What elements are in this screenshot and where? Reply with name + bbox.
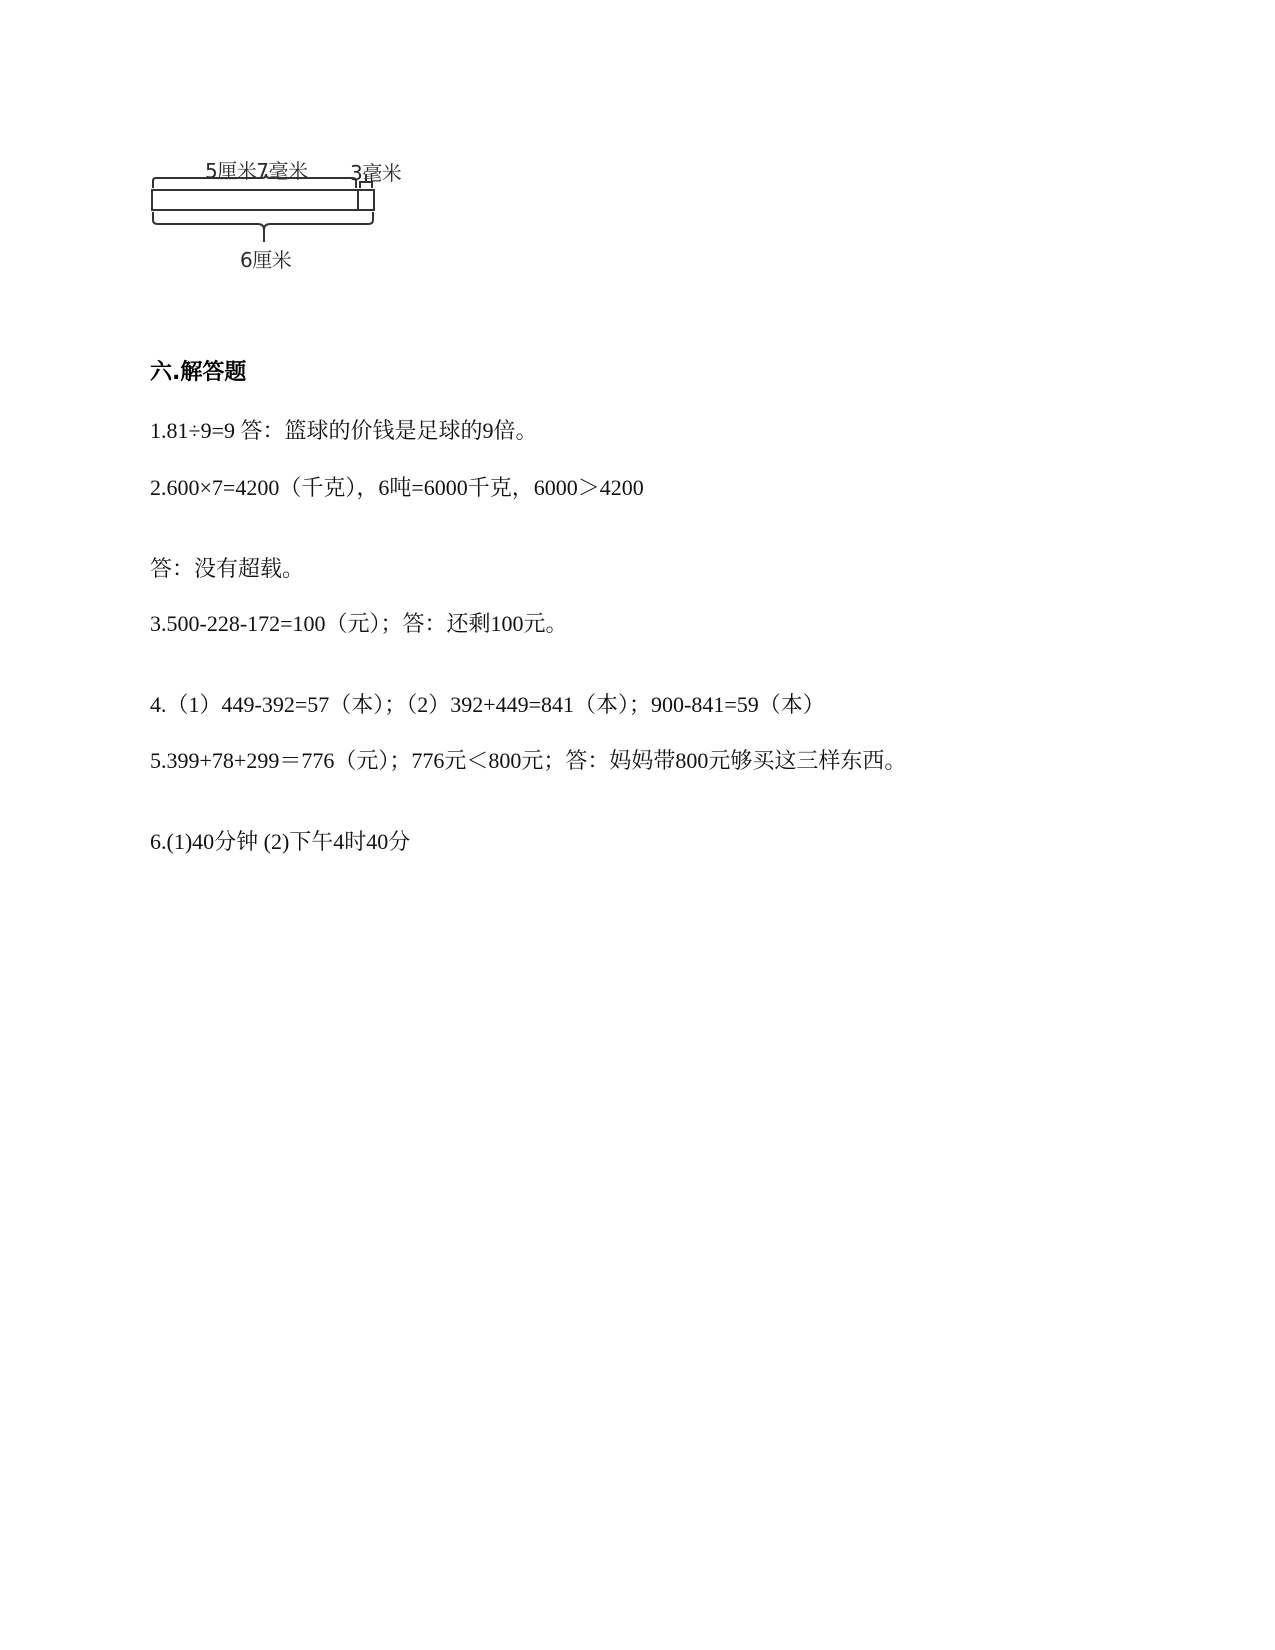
- answer-3: 3.500-228-172=100（元）；答：还剩100元。: [150, 611, 568, 636]
- length-diagram: [150, 150, 430, 285]
- top-length-label: 5厘米7毫米: [205, 159, 308, 183]
- answer-6: 6.(1)40分钟 (2)下午4时40分: [150, 829, 411, 854]
- bottom-length-label: 6厘米: [240, 248, 292, 272]
- strip-rectangle: [152, 190, 374, 210]
- section-heading: 六.解答题: [150, 360, 247, 385]
- answer-1: 1.81÷9=9 答：篮球的价钱是足球的9倍。: [150, 418, 538, 443]
- right-length-label: 3毫米: [350, 161, 402, 185]
- answer-5: 5.399+78+299＝776（元）；776元＜800元；答：妈妈带800元够买这三样东西。: [150, 748, 907, 773]
- answer-2-conclusion: 答：没有超载。: [150, 556, 305, 581]
- answer-2: 2.600×7=4200（千克），6吨=6000千克，6000＞4200: [150, 475, 644, 500]
- answer-4: 4.（1）449-392=57（本）；（2）392+449=841（本）；900-841=59（本）: [150, 692, 825, 717]
- bottom-brace: [153, 212, 373, 230]
